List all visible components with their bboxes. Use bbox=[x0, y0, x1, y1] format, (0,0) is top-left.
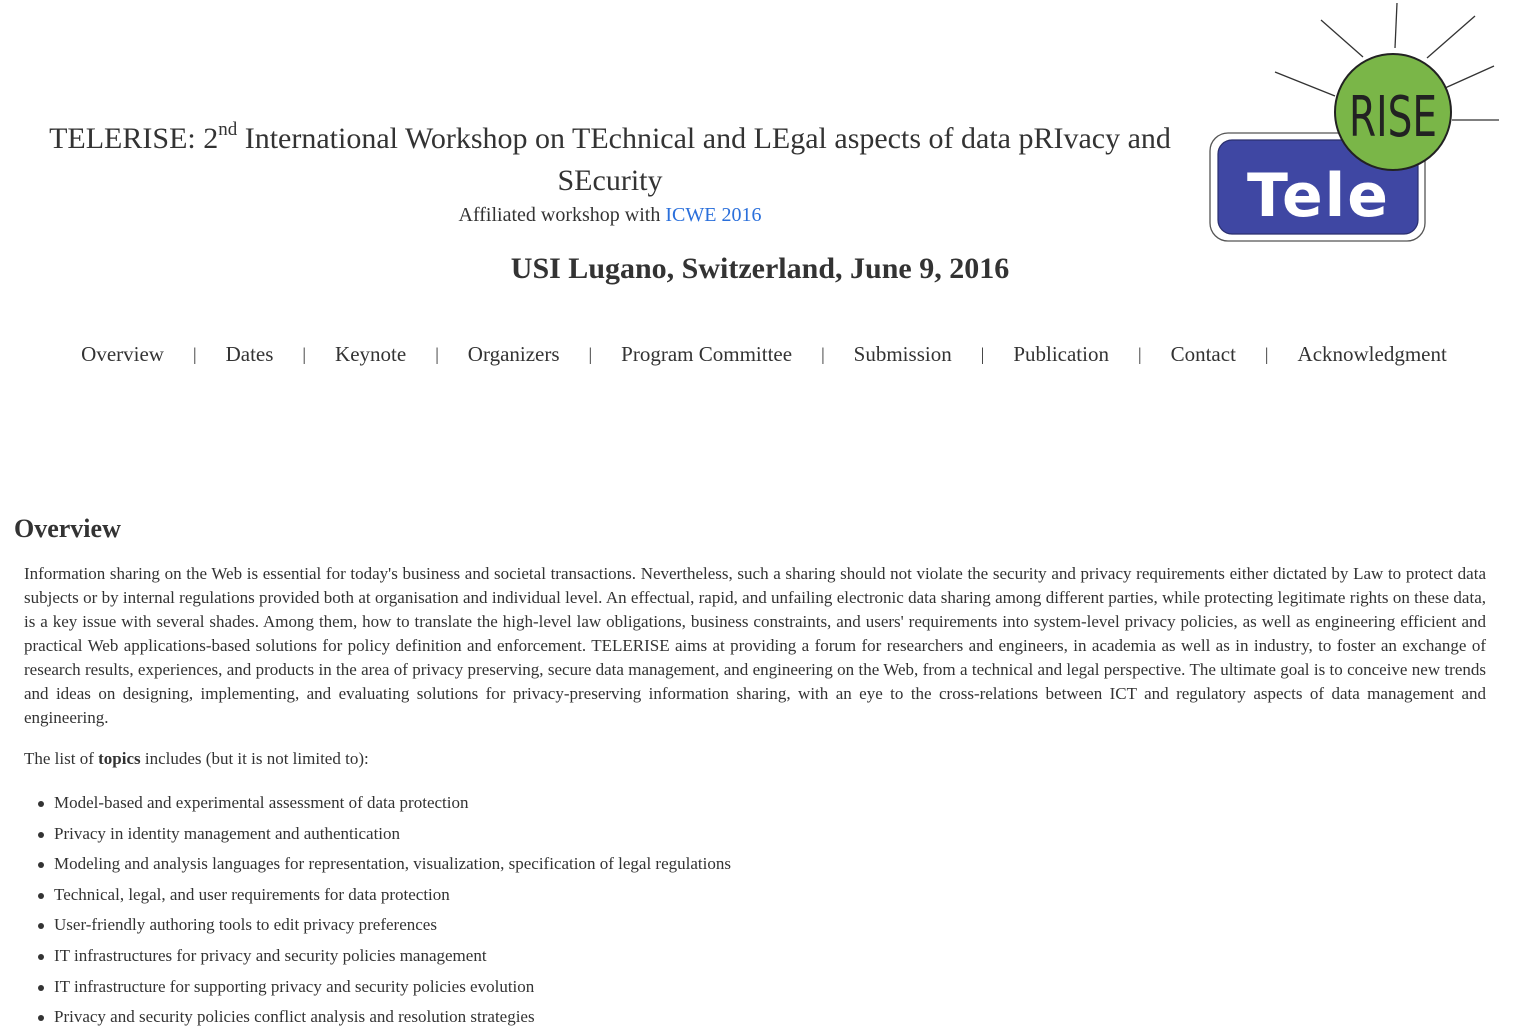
nav-separator: | bbox=[302, 343, 307, 364]
bullet-icon bbox=[38, 985, 44, 991]
logo-rise-text: RISE bbox=[1349, 85, 1437, 150]
nav-contact[interactable]: Contact bbox=[1170, 341, 1236, 366]
affiliated-prefix: Affiliated workshop with bbox=[458, 204, 666, 226]
bullet-icon bbox=[38, 801, 44, 807]
topic-text: IT infrastructures for privacy and security policies management bbox=[54, 945, 487, 965]
overview-heading: Overview bbox=[14, 514, 121, 543]
topics-intro bbox=[24, 747, 1494, 771]
nav-separator: | bbox=[435, 343, 439, 364]
nav-submission[interactable]: Submission bbox=[853, 341, 952, 366]
bullet-icon bbox=[38, 862, 44, 868]
list-item bbox=[38, 913, 1494, 944]
list-item bbox=[38, 852, 1494, 883]
nav-separator: | bbox=[1137, 343, 1142, 364]
topics-intro-suffix: includes (but it is not limited to): bbox=[140, 749, 369, 768]
topic-text: User-friendly authoring tools to edit privacy preferences bbox=[54, 915, 437, 935]
topic-text: Technical, legal, and user requirements for data protection bbox=[54, 884, 450, 904]
list-item bbox=[38, 975, 1494, 1006]
list-item bbox=[38, 822, 1494, 853]
nav-overview[interactable]: Overview bbox=[81, 341, 164, 366]
page-title bbox=[20, 118, 1200, 202]
nav-program-committee[interactable]: Program Committee bbox=[621, 341, 793, 366]
page-header bbox=[0, 0, 1528, 300]
nav-dates[interactable]: Dates bbox=[225, 341, 274, 366]
list-item bbox=[38, 944, 1494, 975]
nav-organizers[interactable]: Organizers bbox=[467, 341, 560, 366]
icwe-link[interactable]: ICWE 2016 bbox=[665, 204, 762, 226]
topic-text: Modeling and analysis languages for representation, visualization, specification of legal regulations bbox=[54, 854, 731, 874]
topics-intro-prefix: The list of bbox=[24, 749, 99, 768]
bullet-icon bbox=[38, 954, 44, 960]
nav-keynote[interactable]: Keynote bbox=[335, 341, 407, 366]
nav-publication[interactable]: Publication bbox=[1013, 341, 1109, 366]
event-location: USI Lugano, Switzerland, June 9, 2016 bbox=[510, 252, 1010, 285]
list-item bbox=[38, 883, 1494, 914]
bullet-icon bbox=[38, 893, 44, 899]
main-nav bbox=[0, 334, 1528, 374]
topic-text: Privacy and security policies conflict analysis and resolution strategies bbox=[54, 1007, 535, 1027]
title-part2: International Workshop on TEchnical and LEgal aspects of data pRIvacy and SEcurity bbox=[237, 122, 1171, 197]
list-item bbox=[38, 791, 1494, 822]
overview-paragraph: Information sharing on the Web is essential for today's business and societal transactions. Nevertheless, such a sharing should not violate the security and privacy requirements either dictated by Law to protect data subjects or by internal regulations provided both at organisation and individual level. An effectual, rapid, and unfailing electronic data sharing among different parties, while protecting legitimate rights on these data, is a key issue with several shades. Among them, how to translate the high-level law obligations, business constraints, and users' requirements into system-level privacy policies, as well as engineering efficient and practical Web applications-based solutions for policy definition and enforcement. TELERISE aims at providing a forum for researchers and engineers, in academia as well as in industry, to foster an exchange of research results, experiences, and products in the area of privacy preserving, secure data management, and engineering on the Web, from a technical and legal perspective. The ultimate goal is to conceive new trends and ideas on designing, implementing, and evaluating solutions for privacy-preserving information sharing, with an eye to the cross-relations between ICT and regulatory aspects of data management and engineering. bbox=[24, 564, 1486, 727]
topic-text: Model-based and experimental assessment of data protection bbox=[54, 793, 469, 812]
nav-separator: | bbox=[588, 343, 593, 364]
title-block bbox=[20, 118, 1200, 228]
nav-acknowledgment[interactable]: Acknowledgment bbox=[1297, 341, 1447, 366]
nav-separator: | bbox=[821, 343, 825, 364]
topics-intro-bold: topics bbox=[98, 749, 141, 768]
logo-tele-text: Tele bbox=[1247, 161, 1390, 231]
bullet-icon bbox=[38, 1015, 44, 1021]
list-item bbox=[38, 1005, 1494, 1030]
affiliated-line bbox=[20, 202, 1200, 228]
telerise-logo bbox=[1205, 0, 1505, 250]
bullet-icon bbox=[38, 832, 44, 838]
topic-text: Privacy in identity management and authentication bbox=[54, 823, 401, 843]
topic-text: IT infrastructure for supporting privacy and security policies evolution bbox=[54, 976, 535, 996]
nav-separator: | bbox=[192, 343, 197, 364]
title-part1: TELERISE: 2 bbox=[49, 122, 219, 155]
nav-separator: | bbox=[980, 343, 985, 364]
nav-separator: | bbox=[1264, 343, 1269, 364]
overview-section bbox=[14, 508, 1494, 1030]
title-superscript: nd bbox=[218, 119, 238, 140]
bullet-icon bbox=[38, 923, 44, 929]
topics-list bbox=[38, 791, 1494, 1030]
